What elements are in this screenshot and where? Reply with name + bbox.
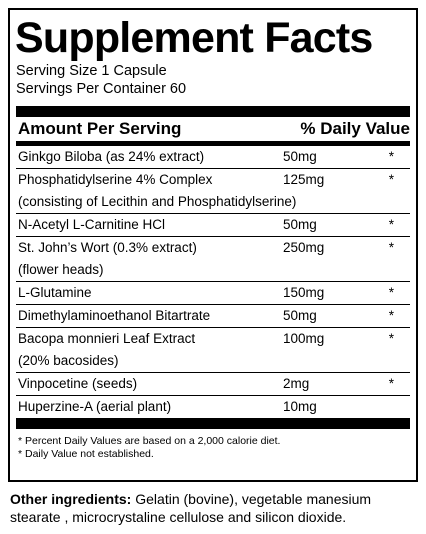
amount-per-serving-header: Amount Per Serving	[18, 119, 182, 138]
ingredient-amount: 100mg	[283, 331, 325, 346]
footnote-dv-not-established: * Daily Value not established.	[18, 447, 154, 460]
serving-size: Serving Size 1 Capsule	[16, 63, 167, 79]
daily-value-mark: *	[388, 376, 394, 391]
daily-value-mark: *	[388, 331, 394, 346]
ingredient-name: Huperzine-A (aerial plant)	[18, 399, 172, 414]
thick-divider	[16, 106, 410, 117]
bottom-thick-divider	[16, 418, 410, 429]
ingredient-row	[16, 169, 410, 214]
panel-title: Supplement Facts	[15, 14, 373, 62]
ingredient-name: Vinpocetine (seeds)	[18, 376, 138, 391]
ingredient-name: Phosphatidylserine 4% Complex	[18, 172, 213, 187]
ingredient-amount: 10mg	[283, 399, 317, 414]
ingredient-name: N-Acetyl L-Carnitine HCl	[18, 217, 166, 232]
daily-value-mark: *	[388, 149, 394, 164]
ingredient-amount: 250mg	[283, 240, 325, 255]
other-ingredients-text: Gelatin (bovine), vegetable manesium stearate , microcrystaline cellulose and silicon dioxide.	[10, 491, 372, 525]
ingredient-row	[16, 373, 410, 396]
ingredient-amount: 50mg	[283, 217, 317, 232]
ingredient-row	[16, 305, 410, 328]
supplement-facts-panel	[8, 8, 418, 482]
ingredient-row	[16, 328, 410, 373]
ingredient-amount: 50mg	[283, 308, 317, 323]
daily-value-mark: *	[388, 308, 394, 323]
ingredient-amount: 2mg	[283, 376, 310, 391]
other-ingredients	[10, 490, 420, 526]
column-header	[16, 117, 410, 141]
other-ingredients-label: Other ingredients:	[10, 491, 132, 507]
ingredient-amount: 125mg	[283, 172, 325, 187]
ingredient-row	[16, 214, 410, 237]
ingredient-row	[16, 237, 410, 282]
daily-value-mark: *	[388, 217, 394, 232]
daily-value-mark: *	[388, 285, 394, 300]
ingredient-amount: 150mg	[283, 285, 325, 300]
daily-value-header: % Daily Value	[300, 119, 410, 138]
ingredient-name: St. John’s Wort (0.3% extract)	[18, 240, 197, 255]
footnotes	[10, 429, 416, 460]
ingredient-name: Dimethylaminoethanol Bitartrate	[18, 308, 211, 323]
ingredient-name-line2: (flower heads)	[18, 262, 104, 277]
footnote-percent-dv: * Percent Daily Values are based on a 2,000 calorie diet.	[18, 435, 281, 447]
ingredient-name: Ginkgo Biloba (as 24% extract)	[18, 149, 205, 164]
daily-value-mark: *	[388, 172, 394, 187]
servings-per-container: Servings Per Container 60	[16, 81, 187, 97]
ingredient-name: Bacopa monnieri Leaf Extract	[18, 331, 196, 346]
ingredient-list	[16, 146, 410, 418]
ingredient-name-line2: (consisting of Lecithin and Phosphatidylserine)	[18, 194, 297, 209]
ingredient-row	[16, 282, 410, 305]
daily-value-mark: *	[388, 240, 394, 255]
ingredient-name: L-Glutamine	[18, 285, 92, 300]
ingredient-amount: 50mg	[283, 149, 317, 164]
ingredient-name-line2: (20% bacosides)	[18, 353, 119, 368]
ingredient-row	[16, 396, 410, 418]
ingredient-row	[16, 146, 410, 169]
